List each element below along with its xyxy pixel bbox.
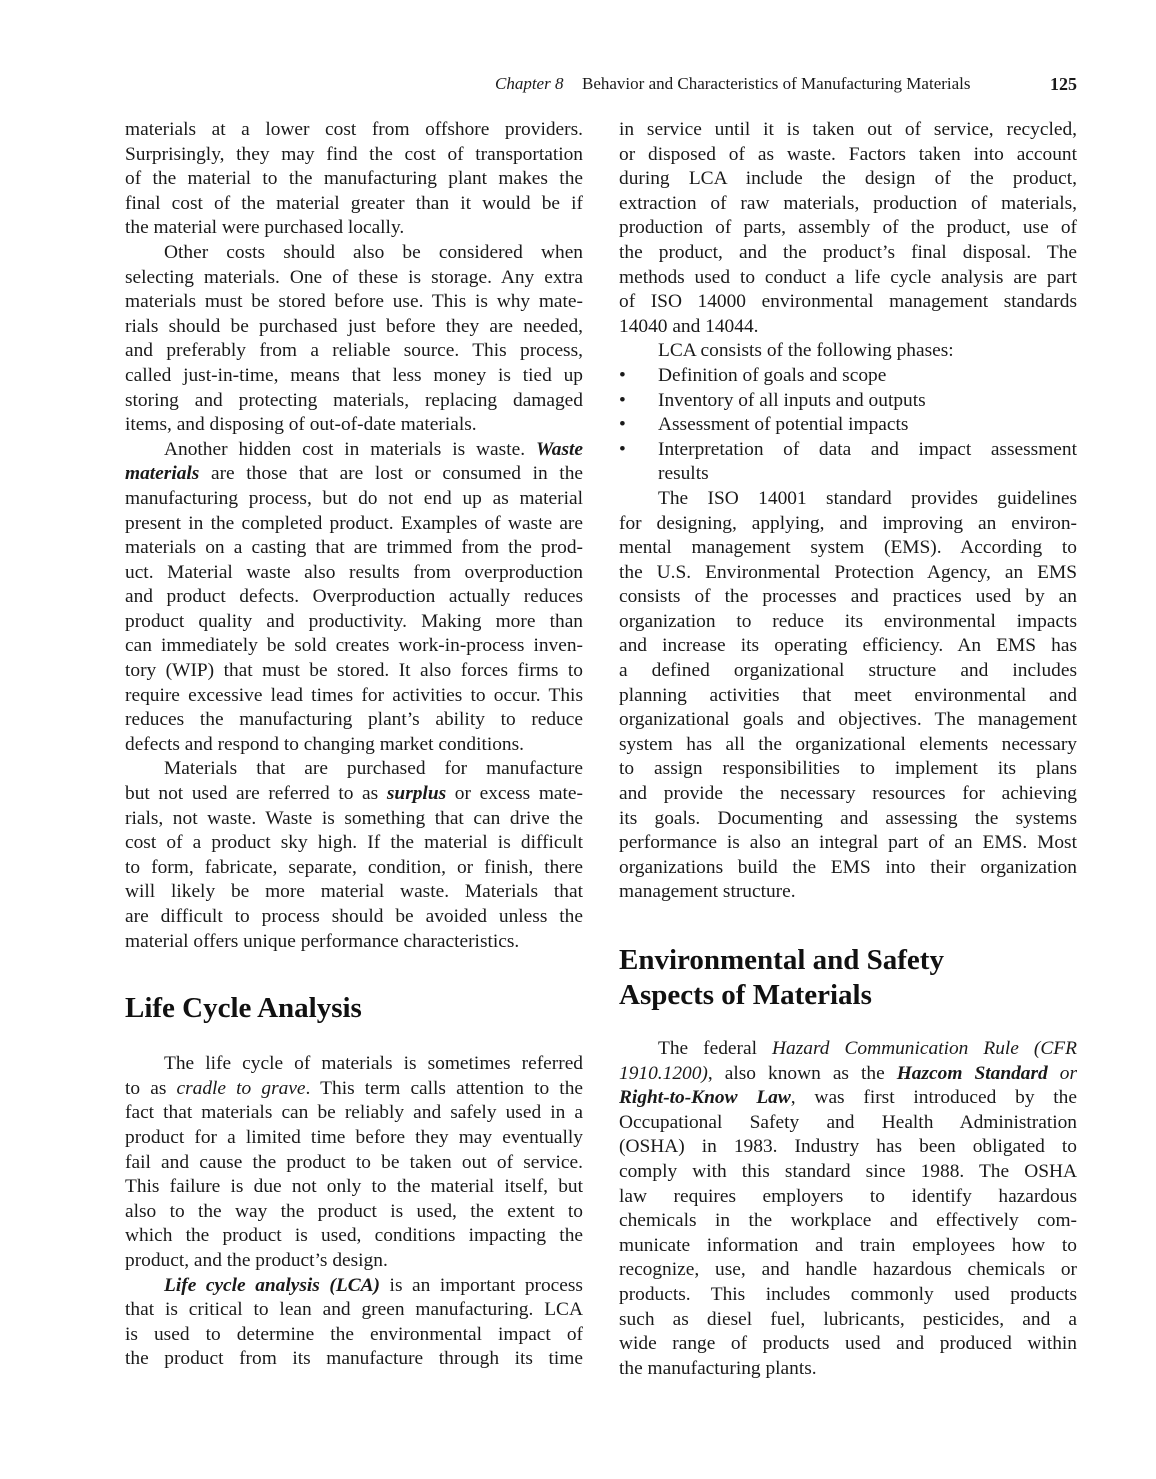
chapter-title: Behavior and Characteristics of Manufacturing Materials — [582, 74, 971, 93]
text-line: rials should be purchased just before they are needed, — [125, 315, 583, 337]
text-line: Life cycle analysis (LCA) is an important process — [164, 1274, 583, 1296]
paragraph-lca-factors — [619, 118, 1077, 339]
text-line: to assign responsibilities to implement its plans — [619, 758, 1077, 780]
text-line: the material were purchased locally. — [125, 217, 405, 239]
list-item: • Inventory of all inputs and outputs — [619, 389, 1077, 414]
text-line: of ISO 14000 environmental management standards — [619, 291, 1077, 313]
text-line: present in the completed product. Examples of waste are — [125, 512, 583, 534]
text-line: mental management system (EMS). According to — [619, 537, 1077, 559]
text-line: reduces the manufacturing plant’s ability to reduce — [125, 709, 583, 731]
section-heading-environmental-safety: Environmental and Safety Aspects of Materials — [619, 944, 944, 1011]
term-cradle-to-grave: cradle to grave — [176, 1077, 306, 1099]
text-line: uct. Material waste also results from overproduction — [125, 561, 583, 583]
list-intro: LCA consists of the following phases: — [658, 340, 954, 362]
text-line: and provide the necessary resources for achieving — [619, 783, 1077, 805]
text-line: also to the way the product is used, the extent to — [125, 1200, 583, 1222]
text-line: to as cradle to grave. This term calls attention to the — [125, 1077, 583, 1099]
list-item: • Definition of goals and scope — [619, 364, 1077, 389]
text-line: materials at a lower cost from offshore providers. — [125, 119, 583, 140]
text-line: fact that materials can be reliably and safely used in a — [125, 1102, 583, 1124]
paragraph-waste-materials — [125, 438, 583, 758]
text-line: recognize, use, and handle hazardous chemicals or — [619, 1259, 1077, 1281]
text-line: its goals. Documenting and assessing the systems — [619, 807, 1077, 829]
paragraph-hazcom — [619, 1037, 1077, 1381]
text-line: fail and cause the product to be taken out of service. — [125, 1151, 583, 1173]
text-line: chemicals in the workplace and effectively com- — [619, 1210, 1077, 1232]
text-line: performance is also an integral part of an EMS. Most — [619, 832, 1077, 854]
term-hazcom-standard: Hazcom Standard — [896, 1062, 1048, 1084]
term-surplus: surplus — [386, 783, 447, 805]
list-item: • Assessment of potential impacts — [619, 413, 1077, 438]
text-line: of the material to the manufacturing plant makes the — [125, 168, 583, 190]
text-line: manufacturing process, but do not end up as material — [125, 487, 583, 509]
text-line: product, and the product’s design. — [125, 1249, 388, 1271]
paragraph-surplus — [125, 757, 583, 954]
text-line: (OSHA) in 1983. Industry has been obligated to — [619, 1136, 1077, 1158]
text-line: and increase its operating efficiency. An EMS has — [619, 635, 1077, 657]
text-line: cost of a product sky high. If the material is difficult — [125, 832, 583, 854]
text-line: tory (WIP) that must be stored. It also forces firms to — [125, 660, 583, 682]
text-line: items, and disposing of out-of-date materials. — [125, 414, 477, 436]
text-line: selecting materials. One of these is storage. Any extra — [125, 266, 583, 288]
text-line: will likely be more material waste. Materials that — [125, 881, 583, 903]
text-line: for designing, applying, and improving an environ- — [619, 512, 1077, 534]
text-line: the product, and the product’s final disposal. The — [619, 241, 1077, 263]
text-line: materials must be stored before use. This is why mate- — [125, 291, 583, 313]
text-line: materials on a casting that are trimmed from the prod- — [125, 537, 583, 559]
text-line: Materials that are purchased for manufacture — [164, 758, 583, 780]
page-number: 125 — [1050, 74, 1077, 94]
bullet-icon: • — [619, 438, 626, 460]
list-item-continuation: results — [658, 463, 709, 485]
text-line: planning activities that meet environmental and — [619, 684, 1077, 706]
text-line: and product defects. Overproduction actually reduces — [125, 586, 583, 608]
text-line: can immediately be sold creates work-in-process inven- — [125, 635, 583, 657]
text-line: Surprisingly, they may find the cost of transportation — [125, 143, 583, 165]
text-line: organization to reduce its environmental impacts — [619, 610, 1077, 632]
text-line: are difficult to process should be avoided unless the — [125, 906, 583, 927]
text-line: 14040 and 14044. — [619, 315, 759, 337]
text-line: municate information and train employees how to — [619, 1234, 1077, 1256]
text-line: organizations build the EMS into their organization — [619, 856, 1077, 878]
text-line: law requires employers to identify hazardous — [619, 1185, 1077, 1207]
text-line: management structure. — [619, 881, 796, 903]
running-header — [480, 74, 1080, 98]
text-line: storing and protecting materials, replacing damaged — [125, 389, 583, 411]
text-line: product for a limited time before they may eventually — [125, 1126, 583, 1148]
paragraph-iso-14001 — [619, 487, 1077, 905]
text-line: The life cycle of materials is sometimes referred — [164, 1053, 583, 1075]
text-line: 1910.1200), also known as the Hazcom Standard or — [619, 1062, 1077, 1084]
text-line: extraction of raw materials, production of materials, — [619, 192, 1077, 214]
right-column — [619, 118, 1077, 1381]
text-line: Occupational Safety and Health Administration — [619, 1111, 1077, 1133]
text-line: the U.S. Environmental Protection Agency, an EMS — [619, 561, 1077, 583]
text-line: comply with this standard since 1988. The OSHA — [619, 1160, 1077, 1182]
text-line: require excessive lead times for activities to occur. This — [125, 684, 583, 706]
text-line: production of parts, assembly of the product, use of — [619, 217, 1077, 239]
text-line: such as diesel fuel, lubricants, pesticides, and a — [619, 1308, 1077, 1330]
text-line: materials are those that are lost or consumed in the — [125, 463, 583, 485]
text-line: to form, fabricate, separate, condition, or finish, there — [125, 856, 583, 878]
text-line: defects and respond to changing market conditions. — [125, 733, 525, 755]
text-line: material offers unique performance characteristics. — [125, 930, 520, 952]
text-line: during LCA include the design of the product, — [619, 168, 1077, 190]
term-materials: materials — [125, 463, 200, 485]
text-line: that is critical to lean and green manufacturing. LCA — [125, 1299, 583, 1321]
text-line: products. This includes commonly used products — [619, 1283, 1077, 1305]
text-line: Other costs should also be considered when — [164, 241, 583, 263]
chapter-label: Chapter 8 — [495, 74, 564, 93]
list-item: • Interpretation of data and impact assessment — [619, 438, 1077, 463]
term-hazard-communication-rule: Hazard Communication Rule (CFR — [772, 1038, 1077, 1059]
term-waste: Waste — [535, 438, 583, 460]
text-line: The federal Hazard Communication Rule (CFR — [658, 1038, 1077, 1059]
text-line: and preferably from a reliable source. This process, — [125, 340, 583, 362]
term-life-cycle-analysis: Life cycle analysis (LCA) — [164, 1274, 381, 1296]
text-line: a defined organizational structure and includes — [619, 660, 1077, 682]
text-line: is used to determine the environmental impact of — [125, 1323, 583, 1345]
text-line: organizational goals and objectives. The management — [619, 709, 1077, 731]
bullet-icon: • — [619, 414, 626, 436]
paragraph-storage-cost — [125, 241, 583, 438]
text-line: which the product is used, conditions impacting the — [125, 1225, 583, 1247]
text-line: This failure is due not only to the material itself, but — [125, 1176, 583, 1198]
bullet-icon: • — [619, 389, 626, 411]
text-line: Another hidden cost in materials is waste. Waste — [164, 438, 583, 460]
text-line: The ISO 14001 standard provides guidelines — [658, 487, 1077, 509]
paragraph-lca-definition — [125, 1274, 583, 1372]
section-heading-life-cycle-analysis: Life Cycle Analysis — [125, 992, 362, 1025]
text-line: but not used are referred to as surplus or excess mate- — [125, 783, 583, 805]
text-line: or disposed of as waste. Factors taken into account — [619, 143, 1077, 165]
text-line: Right-to-Know Law, was first introduced by the — [619, 1087, 1077, 1109]
text-line: rials, not waste. Waste is something that can drive the — [125, 807, 583, 829]
bullet-icon: • — [619, 364, 626, 386]
text-line: system has all the organizational elements necessary — [619, 733, 1077, 755]
paragraph-cradle-to-grave — [125, 1052, 583, 1273]
text-line: methods used to conduct a life cycle analysis are part — [619, 266, 1077, 288]
text-line: final cost of the material greater than it would be if — [125, 192, 583, 214]
text-line: the product from its manufacture through its time — [125, 1348, 583, 1370]
text-line: consists of the processes and practices used by an — [619, 586, 1077, 608]
text-line: product quality and productivity. Making more than — [125, 610, 583, 632]
text-line: the manufacturing plants. — [619, 1357, 817, 1379]
text-line: wide range of products used and produced within — [619, 1333, 1077, 1355]
lca-phases-list — [619, 364, 1077, 487]
text-line: called just-in-time, means that less money is tied up — [125, 364, 583, 386]
term-right-to-know-law: Right-to-Know Law — [619, 1087, 791, 1109]
left-column — [125, 118, 583, 1372]
paragraph-offshore-cost — [125, 118, 583, 241]
text-line: in service until it is taken out of service, recycled, — [619, 119, 1077, 140]
